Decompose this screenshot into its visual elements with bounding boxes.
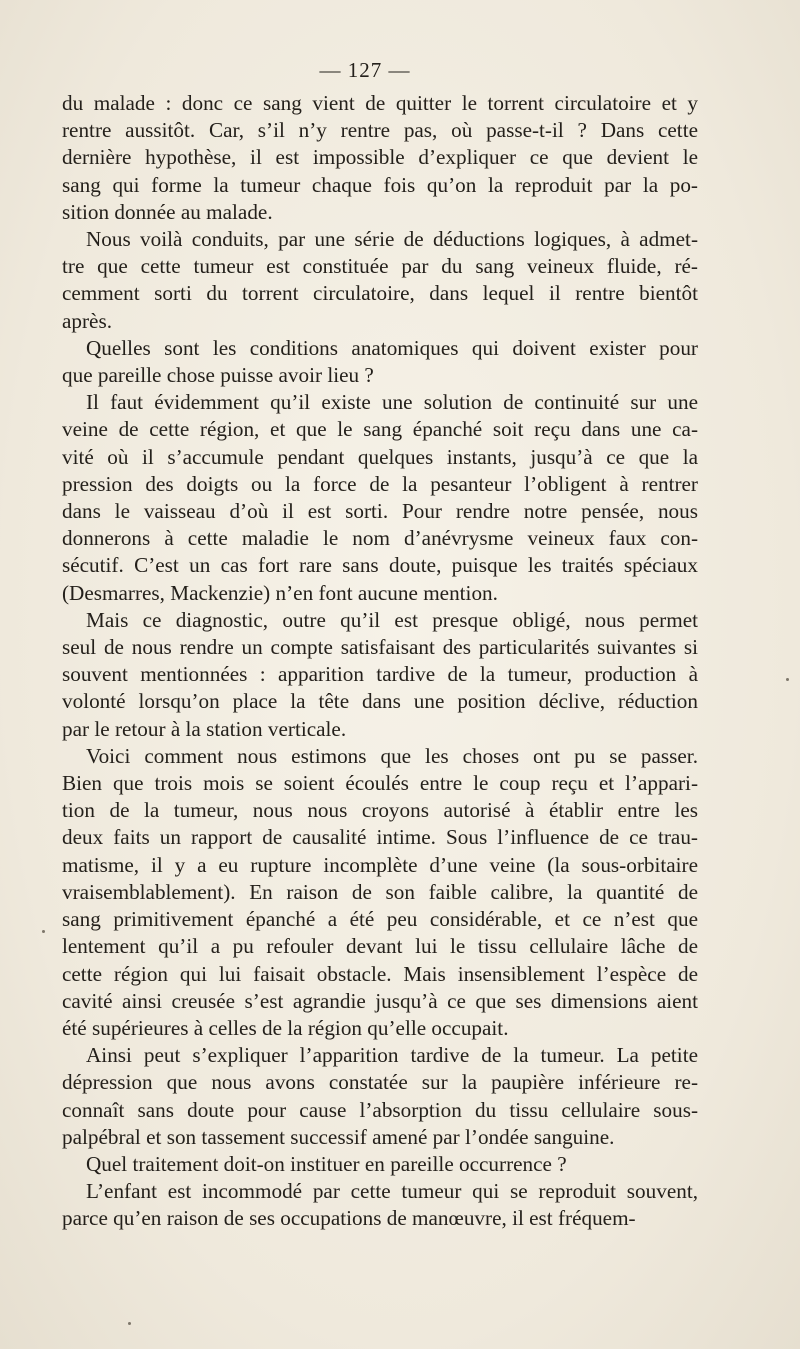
text-line: vraisemblablement). En raison de son faible calibre, la quantité de <box>62 879 698 904</box>
text-line: Mais ce diagnostic, outre qu’il est presque obligé, nous permet <box>86 607 698 632</box>
text-line: que pareille chose puisse avoir lieu ? <box>62 363 374 388</box>
paragraph <box>62 389 698 607</box>
text-line: donnerons à cette maladie le nom d’anévrysme veineux faux con- <box>62 526 698 551</box>
paragraph <box>62 607 698 743</box>
text-line: pression des doigts ou la force de la pesanteur l’obligent à rentrer <box>62 471 698 496</box>
text-line: par le retour à la station verticale. <box>62 716 347 741</box>
text-line: sang primitivement épanché a été peu considérable, et ce n’est que <box>62 907 698 932</box>
text-line: sang qui forme la tumeur chaque fois qu’on la reproduit par la po- <box>62 172 698 197</box>
text-line: Nous voilà conduits, par une série de déductions logiques, à admet- <box>86 227 698 252</box>
text-line: lentement qu’il a pu refouler devant lui le tissu cellulaire lâche de <box>62 934 698 959</box>
paragraph <box>62 1042 698 1151</box>
paragraph <box>62 1178 698 1232</box>
text-line: Quel traitement doit-on instituer en pareille occurrence ? <box>86 1151 567 1176</box>
text-line: dépression que nous avons constatée sur la paupière inférieure re- <box>62 1070 698 1095</box>
text-line: sition donnée au malade. <box>62 199 273 224</box>
paragraph <box>62 335 698 389</box>
text-line: (Desmarres, Mackenzie) n’en font aucune mention. <box>62 580 498 605</box>
text-line: du malade : donc ce sang vient de quitter le torrent circulatoire et y <box>62 91 698 115</box>
text-line: cemment sorti du torrent circulatoire, dans lequel il rentre bientôt <box>62 281 698 306</box>
text-line: L’enfant est incommodé par cette tumeur qui se reproduit souvent, <box>86 1179 698 1204</box>
paragraph <box>62 1151 698 1178</box>
paper-speck <box>128 1322 131 1325</box>
paragraph <box>62 226 698 335</box>
paper-speck <box>42 930 45 933</box>
body-text <box>62 90 698 1233</box>
text-line: vité où il s’accumule pendant quelques instants, jusqu’à ce que la <box>62 444 698 469</box>
text-line: Bien que trois mois se soient écoulés entre le coup reçu et l’appari- <box>62 771 698 796</box>
text-line: palpébral et son tassement successif amené par l’ondée sanguine. <box>62 1124 615 1149</box>
text-line: Ainsi peut s’expliquer l’apparition tardive de la tumeur. La petite <box>86 1043 698 1068</box>
text-line: souvent mentionnées : apparition tardive de la tumeur, production à <box>62 662 698 687</box>
text-line: sécutif. C’est un cas fort rare sans doute, puisque les traités spéciaux <box>62 553 698 578</box>
text-line: Voici comment nous estimons que les choses ont pu se passer. <box>86 743 698 768</box>
text-line: dans le vaisseau d’où il est sorti. Pour rendre notre pensée, nous <box>62 499 698 524</box>
text-line: connaît sans doute pour cause l’absorption du tissu cellulaire sous- <box>62 1097 698 1122</box>
text-line: tre que cette tumeur est constituée par du sang veineux fluide, ré- <box>62 254 698 279</box>
text-line: deux faits un rapport de causalité intime. Sous l’influence de ce trau- <box>62 825 698 850</box>
text-line: veine de cette région, et que le sang épanché soit reçu dans une ca- <box>62 417 698 442</box>
text-line: Quelles sont les conditions anatomiques qui doivent exister pour <box>86 335 698 360</box>
text-line: été supérieures à celles de la région qu’elle occupait. <box>62 1015 509 1040</box>
text-line: rentre aussitôt. Car, s’il n’y rentre pas, où passe-t-il ? Dans cette <box>62 118 698 143</box>
text-line: volonté lorsqu’on place la tête dans une position déclive, réduction <box>62 689 698 714</box>
text-line: dernière hypothèse, il est impossible d’expliquer ce que devient le <box>62 145 698 170</box>
text-line: parce qu’en raison de ses occupations de manœuvre, il est fréquem- <box>62 1206 636 1231</box>
paragraph <box>62 743 698 1042</box>
text-line: cette région qui lui faisait obstacle. Mais insensiblement l’espèce de <box>62 961 698 986</box>
text-line: Il faut évidemment qu’il existe une solution de continuité sur une <box>86 390 698 415</box>
paragraph <box>62 90 698 226</box>
paper-speck <box>786 678 789 681</box>
page-number: — 127 — <box>319 58 411 82</box>
text-line: après. <box>62 308 112 333</box>
text-line: tion de la tumeur, nous nous croyons autorisé à établir entre les <box>62 798 698 823</box>
text-line: matisme, il y a eu rupture incomplète d’une veine (la sous-orbitaire <box>62 852 698 877</box>
text-line: cavité ainsi creusée s’est agrandie jusqu’à ce que ses dimensions aient <box>62 988 698 1013</box>
text-line: seul de nous rendre un compte satisfaisant des particularités suivantes si <box>62 635 698 660</box>
